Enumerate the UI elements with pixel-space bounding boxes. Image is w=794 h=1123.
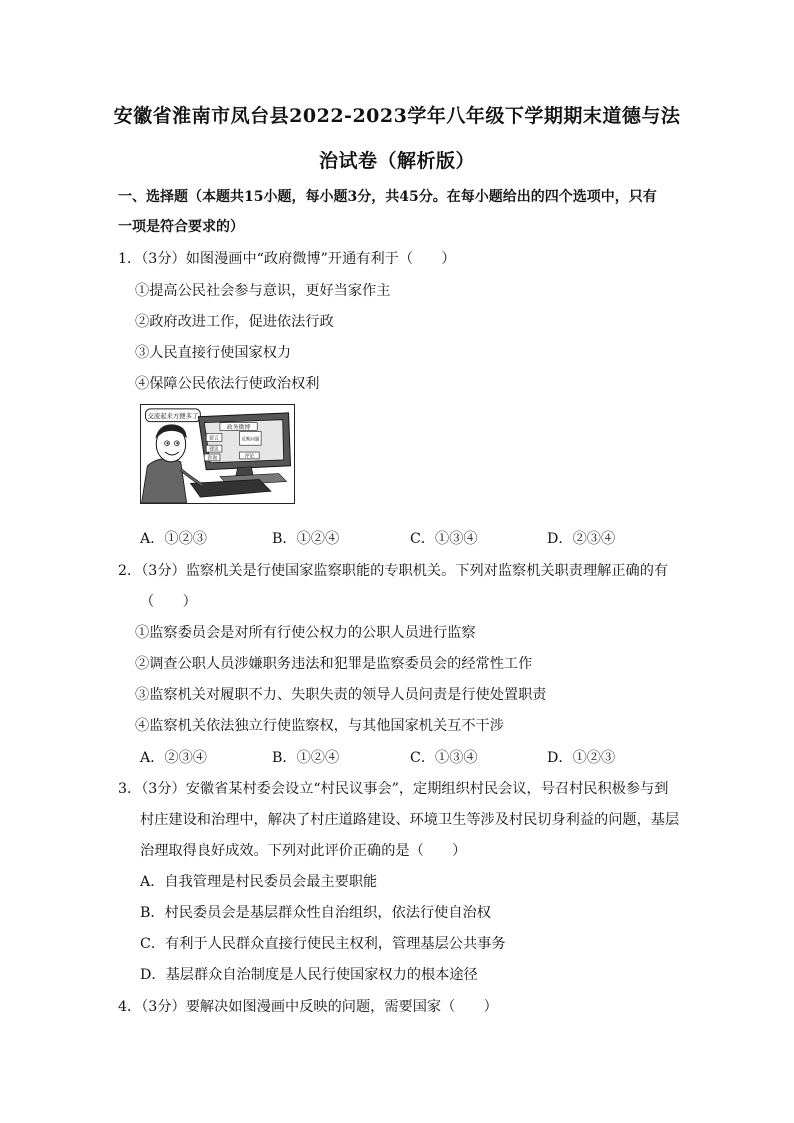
question-1-option-d[interactable]: D．②③④	[547, 531, 616, 547]
question-1-statement-2: ②政府改进工作，促进依法行政	[135, 314, 334, 330]
question-2-option-c[interactable]: C．①③④	[410, 750, 478, 766]
question-3-option-d[interactable]: D．基层群众自治制度是人民行使国家权力的根本途径	[140, 967, 478, 983]
question-2-stem-line-2: （ ）	[140, 594, 197, 610]
question-2-option-b[interactable]: B．①②④	[272, 750, 340, 766]
speech-bubble-text: 交流起来方便多了	[147, 412, 199, 421]
question-3-option-b[interactable]: B．村民委员会是基层群众性自治组织，依法行使自治权	[140, 905, 491, 921]
screen-label-3: 建议	[209, 446, 219, 453]
question-2-statement-2: ②调查公职人员涉嫌职务违法和犯罪是监察委员会的经常性工作	[135, 656, 533, 672]
document-title-line-1: 安徽省淮南市凤台县2022-2023学年八年级下学期期末道德与法	[113, 105, 681, 127]
screen-label-1: 留言	[209, 435, 219, 442]
question-1-statement-1: ①提高公民社会参与意识，更好当家作主	[135, 283, 391, 299]
question-1-stem: 1．（3分）如图漫画中“政府微博”开通有利于（ ）	[118, 251, 456, 267]
question-1-statement-4: ④保障公民依法行使政治权利	[135, 376, 320, 392]
question-1-option-c[interactable]: C．①③④	[410, 531, 478, 547]
screen-title-text: 政务微博	[226, 425, 251, 432]
question-1-option-b[interactable]: B．①②④	[272, 531, 340, 547]
section-heading-line-2: 一项是符合要求的）	[118, 219, 244, 235]
question-3-option-a[interactable]: A．自我管理是村民委员会最主要职能	[140, 874, 378, 890]
question-1-statement-3: ③人民直接行使国家权力	[135, 345, 292, 361]
question-2-option-d[interactable]: D．①②③	[547, 750, 616, 766]
screen-label-5: 评论	[244, 453, 255, 460]
screen-label-4: 咨询	[207, 455, 218, 462]
question-3-option-c[interactable]: C．有利于人民群众直接行使民主权利，管理基层公共事务	[140, 936, 506, 952]
screen-label-2: 反映问题	[241, 437, 260, 443]
question-2-stem-line-1: 2．（3分）监察机关是行使国家监察职能的专职机关。下列对监察机关职责理解正确的有	[118, 563, 669, 579]
question-3-stem-line-1: 3．（3分）安徽省某村委会设立“村民议事会”，定期组织村民会议，号召村民积极参与到	[118, 781, 669, 797]
document-title-line-2: 治试卷（解析版）	[318, 150, 475, 172]
question-3-stem-line-2: 村庄建设和治理中，解决了村庄道路建设、环境卫生等涉及村民切身利益的问题，基层	[140, 812, 680, 828]
section-heading-line-1: 一、选择题（本题共15小题，每小题3分，共45分。在每小题给出的四个选项中，只有	[118, 189, 657, 205]
question-4-stem: 4．（3分）要解决如图漫画中反映的问题，需要国家（ ）	[118, 999, 498, 1015]
cartoon-illustration	[141, 405, 294, 503]
question-2-statement-4: ④监察机关依法独立行使监察权，与其他国家机关互不干涉	[135, 718, 504, 734]
question-3-stem-line-3: 治理取得良好成效。下列对此评价正确的是（ ）	[140, 843, 467, 859]
question-2-statement-3: ③监察机关对履职不力、失职失责的领导人员问责是行使处置职责	[135, 687, 547, 703]
question-2-statement-1: ①监察委员会是对所有行使公权力的公职人员进行监察	[135, 625, 476, 641]
question-1-option-a[interactable]: A．①②③	[140, 531, 207, 547]
question-2-option-a[interactable]: A．②③④	[140, 750, 207, 766]
question-1-cartoon	[140, 404, 295, 504]
